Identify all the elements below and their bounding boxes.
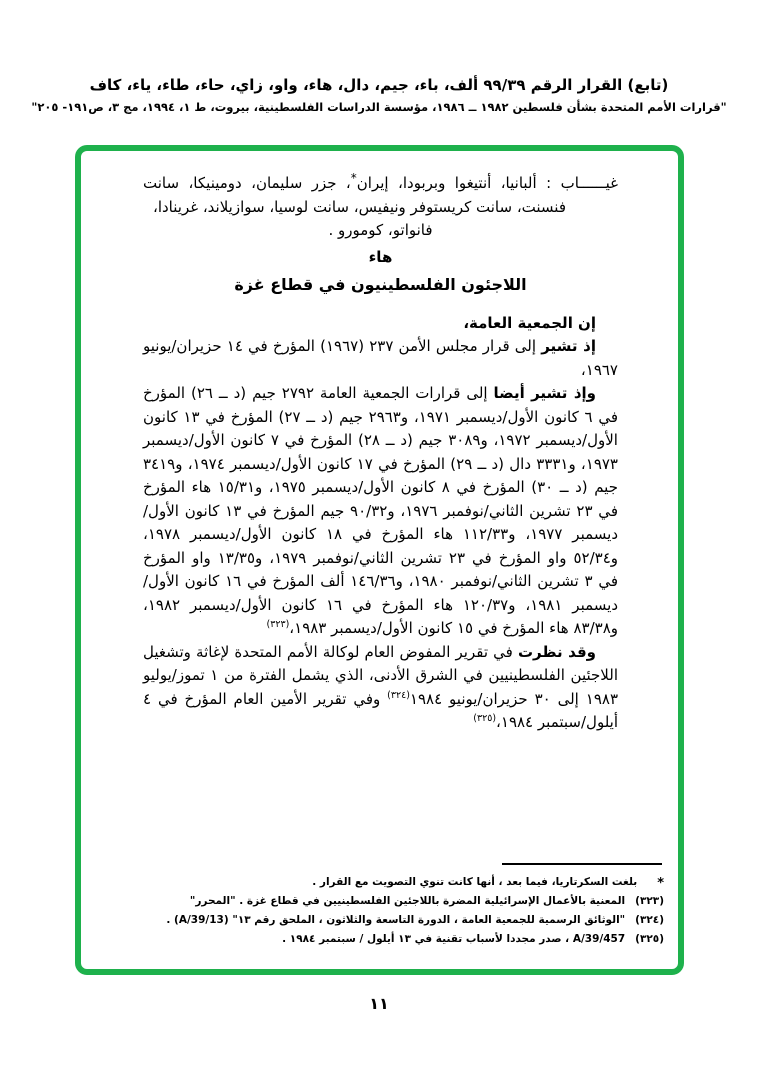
footnote-324 <box>95 911 664 930</box>
footnote-325-text: A/39/457 ، صدر مجددا لأسباب تقنية في ١٣ أيلول / سبتمبر ١٩٨٤ . <box>282 933 626 945</box>
recalling-also-lead: وإذ تشير أيضا <box>493 384 596 402</box>
having-considered-text-1: في تقرير المفوض العام لوكالة الأمم المتحدة لإغاثة وتشغيل اللاجئين الفلسطينيين في الشرق الأدنى، الذي يشمل الفترة من ١ تموز/يوليو ١٩٨٣ إلى ٣٠ حزيران/يونيو ١٩٨٤ <box>143 642 619 708</box>
footnotes-section <box>95 863 664 949</box>
page-number: ١١ <box>369 994 389 1013</box>
footnote-325-marker: (٣٢٥) <box>635 933 664 945</box>
footnote-asterisk-marker: * <box>657 876 664 891</box>
recalling-also-paragraph <box>143 382 618 641</box>
iran-footnote-asterisk: * <box>350 171 357 185</box>
footnote-ref-324: (٣٢٤) <box>387 689 410 701</box>
footnote-323 <box>95 892 664 911</box>
footnote-325 <box>95 930 664 949</box>
recalling-paragraph <box>143 335 618 382</box>
absent-states-last-line: فانواتو، كومورو . <box>328 221 433 239</box>
section-title: اللاجئون الفلسطينيون في قطاع غزة <box>234 275 527 294</box>
section-letter: هاء <box>368 247 393 266</box>
footnote-324-text: "الوثائق الرسمية للجمعية العامة ، الدورة التاسعة والثلاثون ، الملحق رقم ١٣" (A/39/13) . <box>166 914 626 926</box>
footnote-324-marker: (٣٢٤) <box>635 914 664 926</box>
running-head <box>0 76 758 114</box>
recalling-lead: إذ تشير <box>541 337 596 355</box>
footnote-ref-323: (٣٢٣) <box>266 619 290 630</box>
footnote-asterisk <box>95 872 664 892</box>
source-citation-line: "قرارات الأمم المتحدة بشأن فلسطين ١٩٨٢ ــ ١٩٨٦، مؤسسة الدراسات الفلسطينية، بيروت، ط ١، ١٩٩٤، مج ٣، ص١٩١- ٢٠٥" <box>31 100 727 114</box>
footnote-323-text: المعنية بالأعمال الإسرائيلية المضرة باللاجئين الفلسطينيين في قطاع غزة . "المحرر" <box>189 895 626 907</box>
absent-states-rest: ، جزر سليمان، دومينيكا، سانت فنسنت، سانت كريستوفر ونيفيس، سانت لوسيا، سوازيلاند، غرينادا، <box>143 174 566 216</box>
footnote-separator-rule <box>502 863 662 865</box>
having-considered-text-2: وفي تقرير الأمين العام المؤرخ في ٤ أيلول/سبتمبر ١٩٨٤، <box>143 689 618 731</box>
recalling-text: إلى قرار مجلس الأمن ٢٣٧ (١٩٦٧) المؤرخ في ١٤ حزيران/يونيو ١٩٦٧، <box>143 337 618 379</box>
footnote-ref-325: (٣٢٥) <box>473 713 497 724</box>
footnote-323-marker: (٣٢٣) <box>635 895 664 907</box>
recalling-also-text: إلى قرارات الجمعية العامة ٢٧٩٢ جيم (د ــ ٢٦) المؤرخ في ٦ كانون الأول/ديسمبر ١٩٧١، و٢٩٦٣ جيم (د ــ ٢٧) المؤرخ في ١٣ كانون الأول/ديسمبر ١٩٧٢، و٣٠٨٩ جيم (د ــ ٢٨) المؤرخ في ٧ كانون الأول/ديسمبر ١٩٧٣، و٣٣٣١ دال (د ــ ٢٩) المؤرخ في ١٧ كانون الأول/ديسمبر ١٩٧٤، و٣٤١٩ جيم (د ــ ٣٠) المؤرخ في ٨ كانون الأول/ديسمبر ١٩٧٥، و١٥/٣١ هاء المؤرخ في ٢٣ تشرين الثاني/نوفمبر ١٩٧٦، و٩٠/٣٢ جيم المؤرخ في ١٣ كانون الأول/ديسمبر ١٩٧٧، و١١٢/٣٣ هاء المؤرخ في ١٨ كانون الأول/ديسمبر ١٩٧٨، و٥٢/٣٤ واو المؤرخ في ٢٣ تشرين الثاني/نوفمبر ١٩٧٩، و١٣/٣٥ واو المؤرخ في ٣ تشرين الثاني/نوفمبر ١٩٨٠، و١٤٦/٣٦ ألف المؤرخ في ١٦ كانون الأول/ديسمبر ١٩٨١، و١٢٠/٣٧ هاء المؤرخ في ١٦ كانون الأول/ديسمبر ١٩٨٢، و٨٣/٣٨ هاء المؤرخ في ١٥ كانون الأول/ديسمبر ١٩٨٣، <box>143 384 619 637</box>
assembly-opening-line: إن الجمعية العامة، <box>463 313 596 332</box>
green-frame <box>75 145 684 975</box>
document-body <box>81 151 678 735</box>
absent-states-intro: غيــــــاب : ألبانيا، أنتيغوا وبربودا، إيران <box>356 174 618 192</box>
having-considered-lead: وقد نظرت <box>517 642 596 661</box>
having-considered-paragraph <box>143 641 618 735</box>
footnote-asterisk-text: بلغت السكرتاريا، فيما بعد ، أنها كانت تنوي التصويت مع القرار . <box>312 876 638 888</box>
absent-states-paragraph <box>143 172 618 219</box>
resolution-continuation-title: (تابع) القرار الرقم ٩٩/٣٩ ألف، باء، جيم، دال، هاء، واو، زاي، حاء، طاء، ياء، كاف <box>89 76 669 94</box>
